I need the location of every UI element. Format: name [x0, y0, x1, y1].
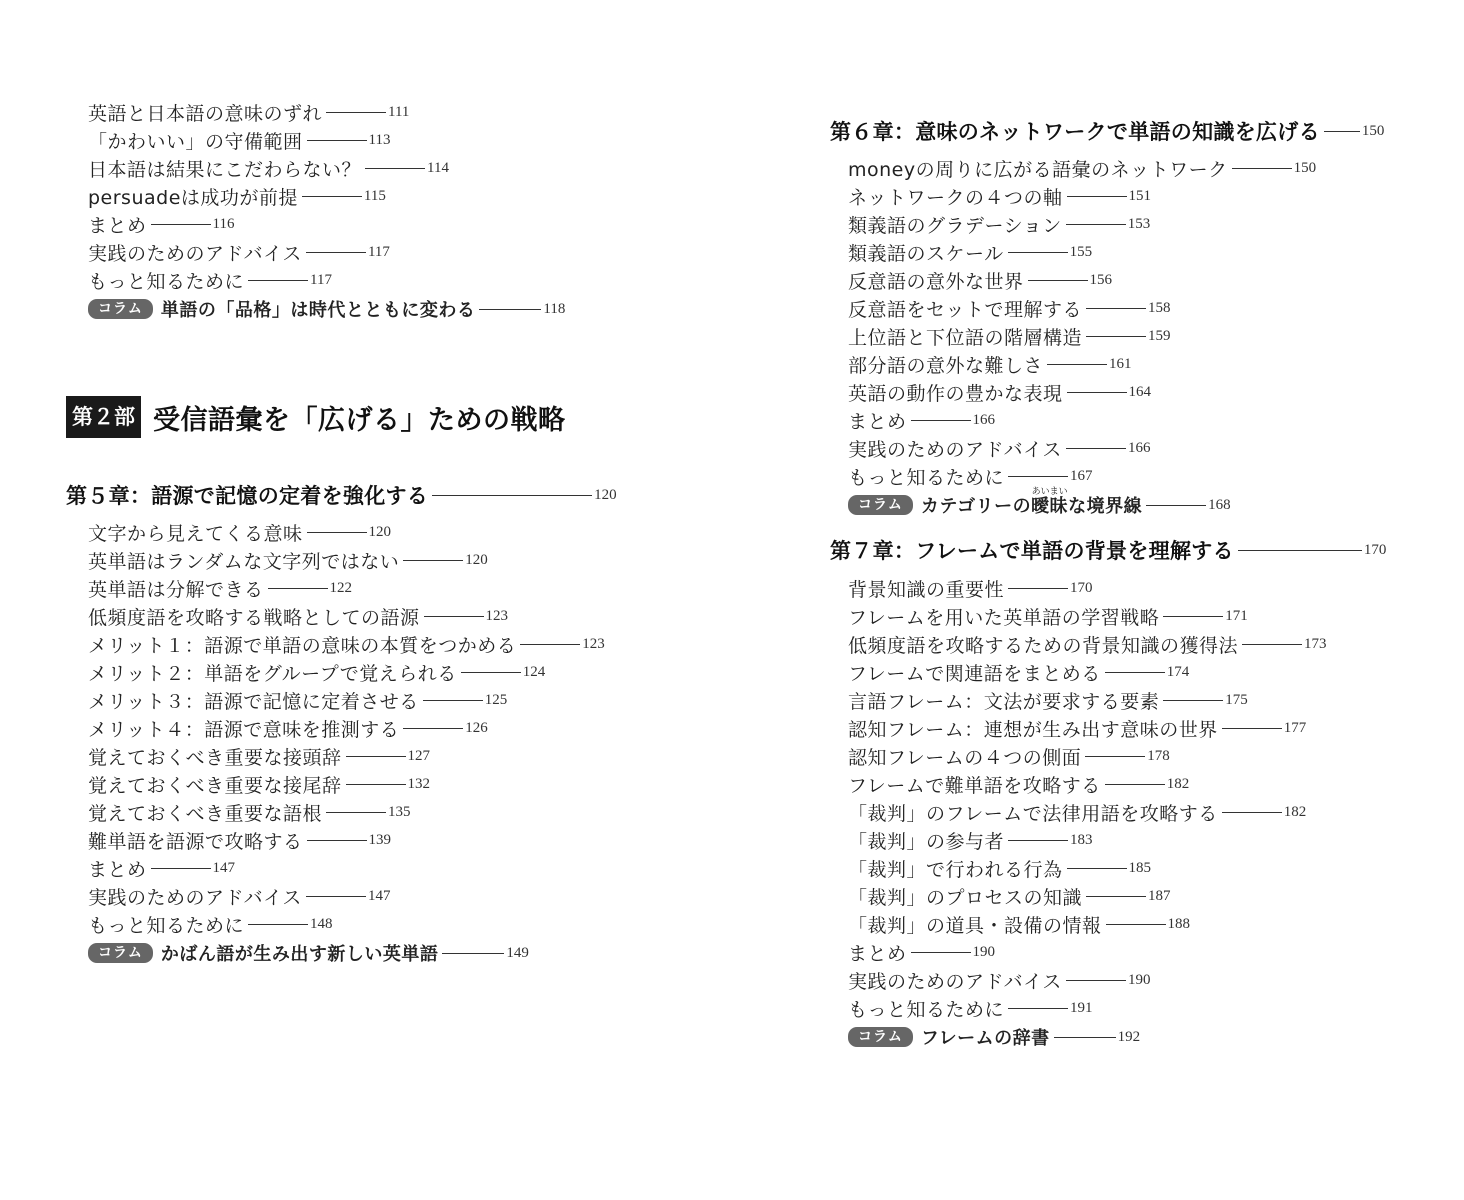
entry-title: フレームで関連語をまとめる [848, 662, 1101, 685]
entry-title: 英単語はランダムな文字列ではない [88, 550, 400, 573]
column-entry-ch7[interactable] [848, 1023, 1140, 1051]
entry-title: 類義語のグラデーション [848, 214, 1062, 237]
toc-entry[interactable] [88, 770, 430, 798]
toc-entry[interactable] [88, 714, 488, 742]
leader-line [307, 840, 367, 841]
toc-entry[interactable] [848, 742, 1170, 770]
entry-title: 背景知識の重要性 [848, 578, 1005, 601]
toc-entry[interactable] [88, 854, 235, 882]
entry-title: 部分語の意外な難しさ [848, 354, 1044, 377]
leader-line [403, 728, 463, 729]
leader-line [424, 616, 484, 617]
page-number: 118 [543, 300, 566, 317]
entry-title: 「裁判」のプロセスの知識 [848, 886, 1083, 909]
column-title: かばん語が生み出す新しい英単語 [160, 944, 439, 965]
toc-entry[interactable] [848, 350, 1132, 378]
toc-entry[interactable] [848, 238, 1092, 266]
toc-entry[interactable] [848, 714, 1306, 742]
column-title-pre: カテゴリーの [920, 496, 1032, 517]
entry-title: フレームを用いた英単語の学習戦略 [848, 606, 1160, 629]
entry-title: 覚えておくべき重要な接頭辞 [88, 746, 342, 769]
entry-title: 「裁判」の参与者 [848, 830, 1005, 853]
page-number: 115 [363, 187, 386, 204]
leader-line [1232, 168, 1292, 169]
toc-entry[interactable] [88, 238, 390, 266]
entry-title: 文字から見えてくる意味 [88, 522, 303, 545]
chapter-7-heading[interactable] [830, 533, 1386, 567]
toc-entry[interactable] [88, 798, 411, 826]
page-number: 150 [1361, 122, 1385, 139]
column-title [920, 487, 1143, 518]
leader-line [326, 112, 386, 113]
column-entry-ch6[interactable] [848, 487, 1231, 519]
toc-entry[interactable] [848, 826, 1093, 854]
leader-line [1238, 550, 1362, 551]
page-number: 155 [1069, 243, 1093, 260]
entry-title: 認知フレームの４つの側面 [848, 746, 1082, 769]
toc-entry[interactable] [88, 98, 409, 126]
page-number: 156 [1089, 271, 1113, 288]
page-number: 132 [407, 775, 431, 792]
leader-line [423, 700, 483, 701]
page-number: 147 [367, 887, 391, 904]
entry-title: まとめ [848, 942, 907, 965]
entry-title: 低頻度語を攻略するための背景知識の獲得法 [848, 634, 1239, 657]
entry-title: ネットワークの４つの軸 [848, 186, 1063, 209]
page-number: 114 [427, 159, 449, 176]
toc-entry[interactable] [848, 266, 1112, 294]
entry-title: メリット３：語源で記憶に定着させる [88, 690, 419, 713]
ruby-reading: あいまい [1031, 487, 1068, 497]
page-number: 166 [972, 411, 996, 428]
page-number: 120 [368, 523, 392, 540]
leader-line [1008, 476, 1068, 477]
page-number: 153 [1127, 215, 1151, 232]
column-entry-ch4[interactable] [88, 295, 565, 323]
page-number: 127 [407, 747, 431, 764]
leader-line [1008, 1008, 1068, 1009]
toc-entry[interactable] [848, 994, 1093, 1022]
page-number: 111 [388, 103, 410, 120]
entry-title: もっと知るために [848, 466, 1005, 489]
entry-title: フレームで難単語を攻略する [848, 774, 1101, 797]
leader-line [1222, 728, 1282, 729]
page-number: 150 [1293, 159, 1317, 176]
leader-line [1222, 812, 1282, 813]
page-number: 183 [1070, 831, 1093, 848]
toc-entry[interactable] [848, 182, 1151, 210]
toc-entry[interactable] [848, 798, 1306, 826]
page-number: 187 [1148, 887, 1171, 904]
chapter-5-heading[interactable] [66, 478, 617, 512]
toc-entry[interactable] [848, 938, 995, 966]
leader-line [1047, 364, 1107, 365]
toc-entry[interactable] [848, 434, 1150, 462]
toc-entry[interactable] [848, 770, 1189, 798]
leader-line [1066, 980, 1126, 981]
entry-title: 覚えておくべき重要な接尾辞 [88, 774, 342, 797]
toc-entry[interactable] [88, 882, 390, 910]
leader-line [1008, 252, 1068, 253]
page-number: 182 [1283, 803, 1307, 820]
entry-title: 実践のためのアドバイス [848, 438, 1062, 461]
chapter-title: 第６章：意味のネットワークで単語の知識を広げる [830, 120, 1320, 144]
entry-title: メリット２：単語をグループで覚えられる [88, 662, 457, 685]
toc-entry[interactable] [88, 742, 430, 770]
leader-line [302, 196, 362, 197]
entry-title: persuadeは成功が前提 [88, 186, 298, 209]
toc-entry[interactable] [848, 966, 1150, 994]
toc-entry[interactable] [88, 182, 386, 210]
leader-line [307, 532, 367, 533]
chapter-6-heading[interactable] [830, 114, 1384, 148]
entry-title: もっと知るために [88, 914, 245, 937]
ruby-word [1031, 487, 1069, 517]
leader-line [1105, 672, 1165, 673]
toc-entry[interactable] [88, 910, 333, 938]
toc-entry[interactable] [848, 910, 1190, 938]
page-number: 139 [368, 831, 392, 848]
toc-entry[interactable] [848, 210, 1150, 238]
leader-line [911, 420, 971, 421]
leader-line [346, 784, 406, 785]
page-number: 166 [1127, 439, 1151, 456]
column-title: 単語の「品格」は時代とともに変わる [160, 300, 476, 321]
leader-line [461, 672, 521, 673]
entry-title: 「かわいい」の守備範囲 [88, 130, 303, 153]
page-number: 192 [1117, 1028, 1141, 1045]
entry-title: 反意語の意外な世界 [848, 270, 1024, 293]
leader-line [403, 560, 463, 561]
column-entry-ch5[interactable] [88, 939, 529, 967]
page-number: 113 [368, 131, 391, 148]
toc-entry[interactable] [848, 406, 995, 434]
leader-line [151, 224, 211, 225]
page-number: 175 [1225, 691, 1248, 708]
page-number: 148 [310, 915, 333, 932]
chapter-title: 第７章：フレームで単語の背景を理解する [830, 539, 1234, 563]
leader-line [1086, 336, 1146, 337]
column-badge: コラム [848, 495, 913, 515]
leader-line [307, 140, 367, 141]
page-number: 117 [310, 271, 332, 288]
page-number: 135 [388, 803, 411, 820]
toc-entry[interactable] [88, 518, 391, 546]
entry-title: 難単語を語源で攻略する [88, 830, 303, 853]
page-number: 123 [582, 635, 605, 652]
leader-line [1163, 616, 1223, 617]
page-number: 117 [367, 243, 390, 260]
entry-title: 認知フレーム：連想が生み出す意味の世界 [848, 718, 1218, 741]
leader-line [1105, 784, 1165, 785]
right-column [732, 0, 1464, 1200]
entry-title: 日本語は結果にこだわらない？ [88, 158, 362, 181]
entry-title: まとめ [848, 410, 907, 433]
entry-title: もっと知るために [848, 998, 1005, 1021]
page-number: 147 [212, 859, 236, 876]
toc-entry[interactable] [848, 574, 1093, 602]
leader-line [1085, 756, 1145, 757]
leader-line [1066, 448, 1126, 449]
toc-entry[interactable] [88, 658, 545, 686]
leader-line [151, 868, 211, 869]
toc-entry[interactable] [88, 826, 391, 854]
toc-entry[interactable] [848, 322, 1171, 350]
entry-title: 「裁判」の道具・設備の情報 [848, 914, 1102, 937]
toc-entry[interactable] [848, 686, 1248, 714]
leader-line [1163, 700, 1223, 701]
leader-line [520, 644, 580, 645]
part-2-heading[interactable] [66, 396, 566, 438]
page-number: 174 [1166, 663, 1190, 680]
page-number: 126 [465, 719, 488, 736]
entry-title: 反意語をセットで理解する [848, 298, 1083, 321]
leader-line [432, 495, 592, 496]
leader-line [1106, 924, 1166, 925]
page-number: 168 [1208, 496, 1231, 513]
toc-entry[interactable] [848, 294, 1171, 322]
leader-line [306, 896, 366, 897]
entry-title: 「裁判」で行われる行為 [848, 858, 1063, 881]
leader-line [911, 952, 971, 953]
entry-title: 覚えておくべき重要な語根 [88, 802, 323, 825]
column-badge: コラム [88, 299, 153, 319]
toc-entry[interactable] [88, 686, 507, 714]
part-badge: 第２部 [66, 396, 141, 438]
entry-title: メリット１：語源で単語の意味の本質をつかめる [88, 634, 517, 657]
leader-line [1324, 131, 1360, 132]
leader-line [248, 924, 308, 925]
page-number: 188 [1167, 915, 1191, 932]
page-number: 159 [1148, 327, 1171, 344]
entry-title: 類義語のスケール [848, 242, 1004, 265]
leader-line [365, 168, 425, 169]
page-number: 149 [506, 944, 529, 961]
page-number: 170 [1070, 579, 1093, 596]
toc-entry[interactable] [88, 546, 488, 574]
leader-line [1086, 896, 1146, 897]
leader-line [1067, 196, 1127, 197]
leader-line [1067, 392, 1127, 393]
leader-line [326, 812, 386, 813]
column-badge: コラム [848, 1027, 913, 1047]
leader-line [1067, 868, 1127, 869]
page-number: 123 [485, 607, 509, 624]
part-title: 受信語彙を「広げる」ための戦略 [153, 404, 566, 435]
page-number: 158 [1148, 299, 1171, 316]
page-number: 124 [522, 663, 546, 680]
column-title-post: な境界線 [1068, 496, 1143, 517]
entry-title: メリット４：語源で意味を推測する [88, 718, 400, 741]
entry-title: 実践のためのアドバイス [88, 242, 302, 265]
page-number: 161 [1109, 355, 1132, 372]
entry-title: 英語の動作の豊かな表現 [848, 382, 1063, 405]
toc-entry[interactable] [848, 602, 1248, 630]
toc-entry[interactable] [848, 154, 1316, 182]
toc-entry[interactable] [88, 126, 390, 154]
entry-title: 「裁判」のフレームで法律用語を攻略する [848, 802, 1218, 825]
page-number: 190 [972, 943, 996, 960]
page-number: 151 [1128, 187, 1152, 204]
leader-line [1008, 840, 1068, 841]
column-title: フレームの辞書 [920, 1028, 1050, 1049]
toc-entry[interactable] [88, 630, 605, 658]
page-number: 191 [1070, 999, 1093, 1016]
page-number: 164 [1128, 383, 1152, 400]
leader-line [1028, 280, 1088, 281]
leader-line [268, 588, 328, 589]
entry-title: moneyの周りに広がる語彙のネットワーク [848, 158, 1228, 181]
toc-entry[interactable] [848, 630, 1327, 658]
leader-line [1054, 1037, 1116, 1038]
leader-line [248, 280, 308, 281]
toc-entry[interactable] [88, 266, 332, 294]
entry-title: 言語フレーム：文法が要求する要素 [848, 690, 1160, 713]
chapter-title: 第５章：語源で記憶の定着を強化する [66, 484, 429, 508]
page-number: 167 [1070, 467, 1093, 484]
page-number: 190 [1127, 971, 1151, 988]
leader-line [1008, 588, 1068, 589]
leader-line [306, 252, 366, 253]
entry-title: 英単語は分解できる [88, 578, 264, 601]
page-number: 125 [484, 691, 508, 708]
entry-title: まとめ [88, 214, 147, 237]
page-number: 173 [1304, 635, 1327, 652]
page-number: 122 [329, 579, 353, 596]
page-number: 120 [594, 486, 617, 503]
leader-line [1066, 224, 1126, 225]
entry-title: まとめ [88, 858, 147, 881]
page-number: 177 [1283, 719, 1307, 736]
toc-entry[interactable] [848, 854, 1151, 882]
column-badge: コラム [88, 943, 153, 963]
entry-title: 実践のためのアドバイス [848, 970, 1062, 993]
toc-entry[interactable] [88, 210, 234, 238]
leader-line [442, 953, 504, 954]
toc-entry[interactable] [88, 154, 449, 182]
leader-line [1146, 505, 1206, 506]
leader-line [346, 756, 406, 757]
toc-entry[interactable] [848, 658, 1189, 686]
leader-line [1086, 308, 1146, 309]
page-number: 178 [1147, 747, 1170, 764]
page-number: 116 [212, 215, 235, 232]
page-number: 170 [1363, 541, 1387, 558]
entry-title: 低頻度語を攻略する戦略としての語源 [88, 606, 420, 629]
toc-entry[interactable] [848, 378, 1151, 406]
page-number: 185 [1128, 859, 1152, 876]
ruby-base: 曖昧 [1031, 496, 1069, 517]
entry-title: 実践のためのアドバイス [88, 886, 302, 909]
page-number: 171 [1225, 607, 1248, 624]
leader-line [479, 309, 541, 310]
entry-title: 英語と日本語の意味のずれ [88, 102, 323, 125]
leader-line [1242, 644, 1302, 645]
entry-title: もっと知るために [88, 270, 245, 293]
page-number: 182 [1166, 775, 1190, 792]
entry-title: 上位語と下位語の階層構造 [848, 326, 1083, 349]
toc-entry[interactable] [88, 574, 352, 602]
toc-entry[interactable] [848, 882, 1171, 910]
toc-entry[interactable] [88, 602, 508, 630]
page-number: 120 [465, 551, 488, 568]
